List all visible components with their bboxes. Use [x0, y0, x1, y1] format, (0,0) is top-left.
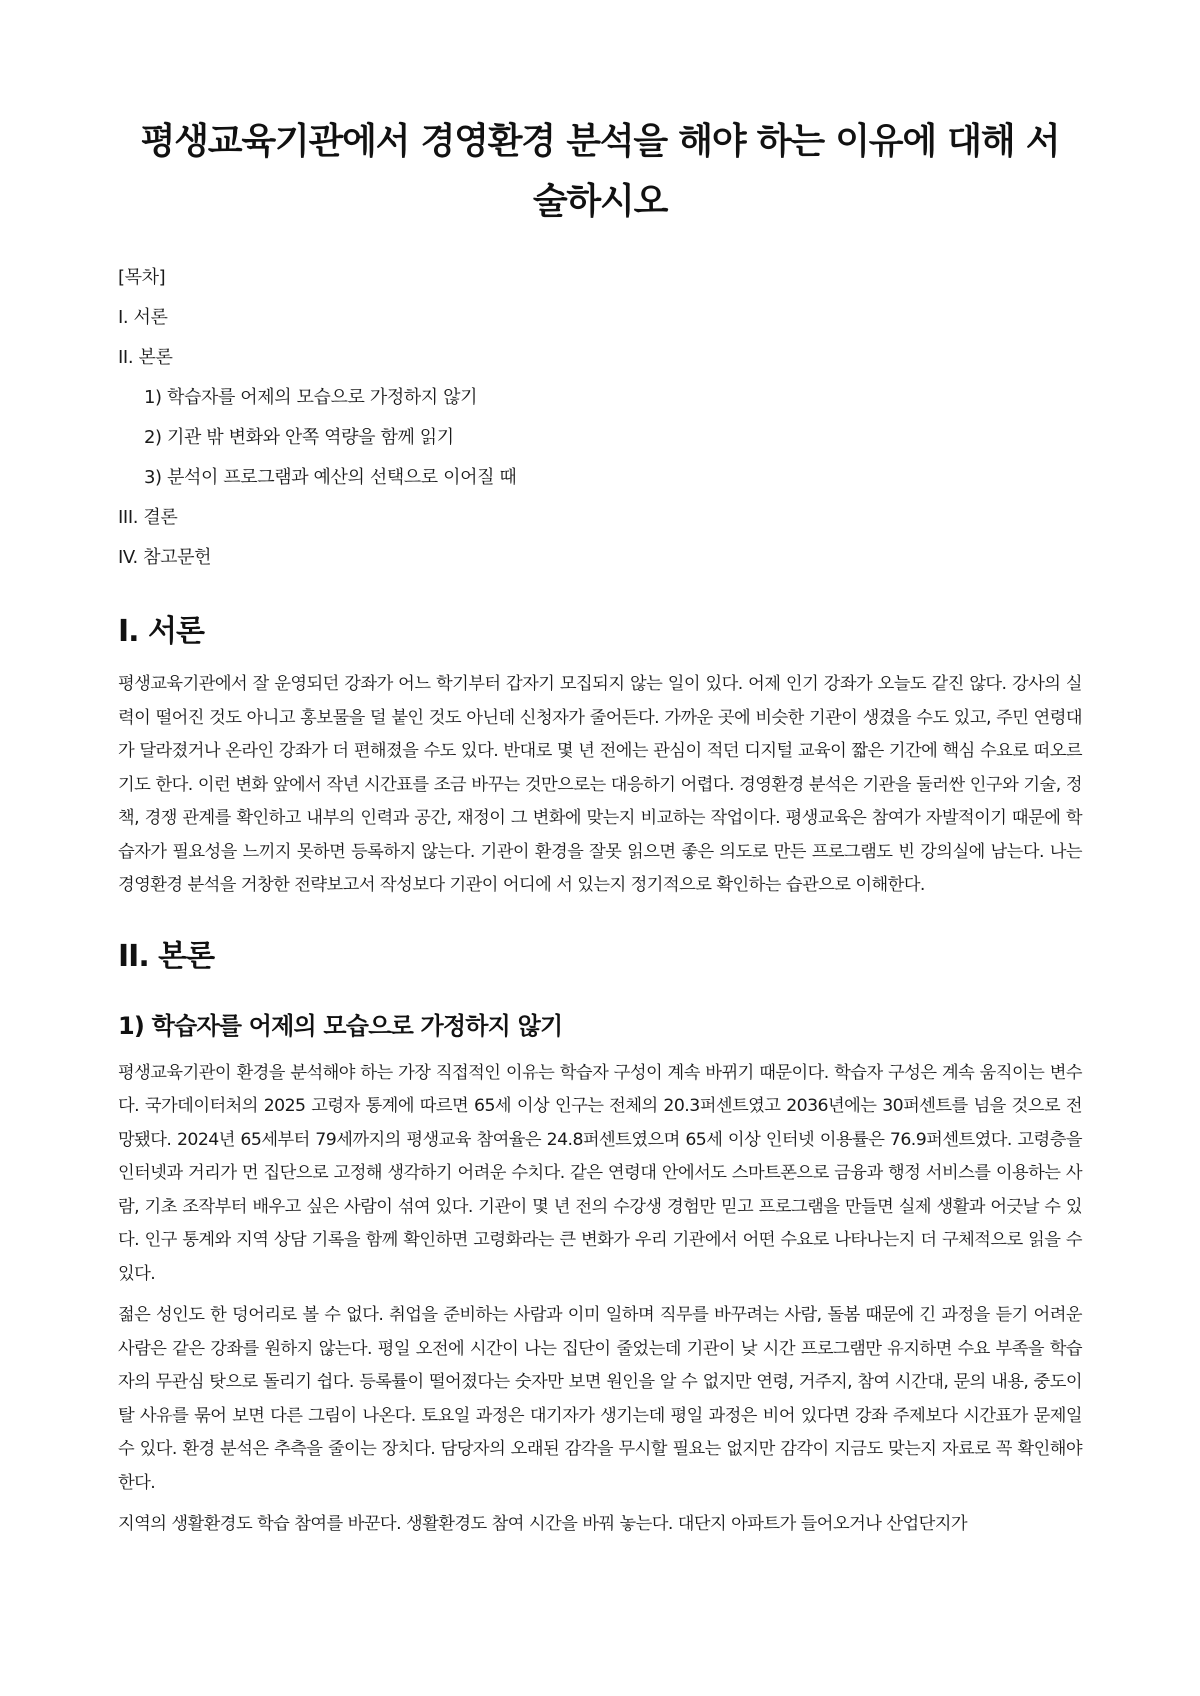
toc-heading: [목차]	[118, 267, 166, 288]
body-paragraph: 평생교육기관이 환경을 분석해야 하는 가장 직접적인 이유는 학습자 구성이 계속 바뀌기 때문이다. 학습자 구성은 계속 움직이는 변수다. 국가데이터처의 2025 고령자 통계에 따르면 65세 이상 인구는 전체의 20.3퍼센트였고 2036년에는 30퍼센트를 넘을 것으로 전망됐다. 2024년 65세부터 79세까지의 평생교육 참여율은 24.8퍼센트였으며 65세 이상 인터넷 이용률은 76.9퍼센트였다. 고령층을 인터넷과 거리가 먼 집단으로 고정해 생각하기 어려운 수치다. 같은 연령대 안에서도 스마트폰으로 금융과 행정 서비스를 이용하는 사람, 기초 조작부터 배우고 싶은 사람이 섞여 있다. 기관이 몇 년 전의 수강생 경험만 믿고 프로그램을 만들면 실제 생활과 어긋날 수 있다. 인구 통계와 지역 상담 기록을 함께 확인하면 고령화라는 큰 변화가 우리 기관에서 어떤 수요로 나타나는지 더 구체적으로 읽을 수 있다.	[118, 1062, 1082, 1284]
table-of-contents	[118, 258, 1082, 578]
toc-item-introduction: I. 서론	[118, 307, 168, 328]
introduction-paragraph: 평생교육기관에서 잘 운영되던 강좌가 어느 학기부터 갑자기 모집되지 않는 일이 있다. 어제 인기 강좌가 오늘도 같진 않다. 강사의 실력이 떨어진 것도 아니고 홍보물을 덜 붙인 것도 아닌데 신청자가 줄어든다. 가까운 곳에 비슷한 기관이 생겼을 수도 있고, 주민 연령대가 달라졌거나 온라인 강좌가 더 편해졌을 수도 있다. 반대로 몇 년 전에는 관심이 적던 디지털 교육이 짧은 기간에 핵심 수요로 떠오르기도 한다. 이런 변화 앞에서 작년 시간표를 조금 바꾸는 것만으로는 대응하기 어렵다. 경영환경 분석은 기관을 둘러싼 인구와 기술, 정책, 경쟁 관계를 확인하고 내부의 인력과 공간, 재정이 그 변화에 맞는지 비교하는 작업이다. 평생교육은 참여가 자발적이기 때문에 학습자가 필요성을 느끼지 못하면 등록하지 않는다. 기관이 환경을 잘못 읽으면 좋은 의도로 만든 프로그램도 빈 강의실에 남는다. 나는 경영환경 분석을 거창한 전략보고서 작성보다 기관이 어디에 서 있는지 정기적으로 확인하는 습관으로 이해한다.	[118, 674, 1082, 895]
toc-item-conclusion: III. 결론	[118, 507, 178, 528]
body-paragraph: 지역의 생활환경도 학습 참여를 바꾼다. 생활환경도 참여 시간을 바꿔 놓는다. 대단지 아파트가 들어오거나 산업단지가	[118, 1514, 968, 1534]
toc-subitem-2: 2) 기관 밖 변화와 안쪽 역량을 함께 읽기	[144, 427, 454, 448]
toc-item-references: IV. 참고문헌	[118, 547, 212, 568]
section-heading-introduction: I. 서론	[118, 614, 204, 649]
toc-subitem-1: 1) 학습자를 어제의 모습으로 가정하지 않기	[144, 387, 478, 408]
toc-subitem-3: 3) 분석이 프로그램과 예산의 선택으로 이어질 때	[144, 467, 517, 488]
body-section	[118, 935, 1082, 1542]
toc-item-body: II. 본론	[118, 347, 173, 368]
subsection-heading-1: 1) 학습자를 어제의 모습으로 가정하지 않기	[118, 1011, 563, 1040]
body-paragraph: 젊은 성인도 한 덩어리로 볼 수 없다. 취업을 준비하는 사람과 이미 일하며 직무를 바꾸려는 사람, 돌봄 때문에 긴 과정을 듣기 어려운 사람은 같은 강좌를 원하지 않는다. 평일 오전에 시간이 나는 집단이 줄었는데 기관이 낮 시간 프로그램만 유지하면 수요 부족을 학습자의 무관심 탓으로 돌리기 쉽다. 등록률이 떨어졌다는 숫자만 보면 원인을 알 수 없지만 연령, 거주지, 참여 시간대, 문의 내용, 중도이탈 사유를 묶어 보면 다른 그림이 나온다. 토요일 과정은 대기자가 생기는데 평일 과정은 비어 있다면 강좌 주제보다 시간표가 문제일 수 있다. 환경 분석은 추측을 줄이는 장치다. 담당자의 오래된 감각을 무시할 필요는 없지만 감각이 지금도 맞는지 자료로 꼭 확인해야 한다.	[118, 1305, 1082, 1493]
introduction-section	[118, 610, 1082, 903]
section-heading-body: II. 본론	[118, 938, 215, 974]
document-title: 평생교육기관에서 경영환경 분석을 해야 하는 이유에 대해 서술하시오	[140, 121, 1060, 222]
